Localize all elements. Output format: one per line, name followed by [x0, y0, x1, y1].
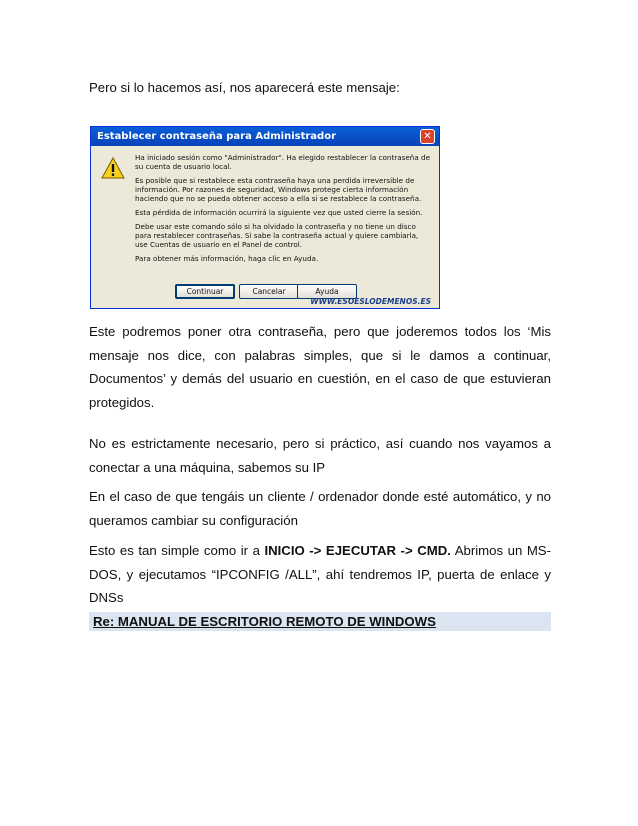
dialog-titlebar: [91, 127, 439, 146]
dialog-line: Es posible que si restablece esta contraseña haya una perdida irreversible de información. Por razones de seguridad, Windows protege cierta información haciendo que no se pueda obtener acceso a ella si se restablece la contraseña.: [135, 176, 422, 203]
dialog-title: Establecer contraseña para Administrador: [97, 131, 336, 142]
paragraph-password-loss: Este podremos poner otra contraseña, pero que joderemos todos los ‘Mis mensaje nos dice, con palabras simples, que si le damos a continuar, Documentos’ y demás del usuario en cuestión, en el caso de que estuvieran protegidos.: [89, 324, 551, 410]
cancel-button: Cancelar: [239, 284, 299, 299]
watermark: WWW.ESOESLODEMENOS.ES: [310, 297, 431, 306]
text-after: Abrimos un MS-DOS, y ejecutamos “IPCONFIG /ALL”, ahí tendremos IP, puerta de enlace y DNSs: [89, 543, 551, 605]
dialog-line: Ha iniciado sesión como "Administrador". Ha elegido restablecer la contraseña de su cuenta de usuario local.: [135, 153, 431, 171]
text-before: Esto es tan simple como ir a: [89, 543, 265, 558]
continue-button: Continuar: [175, 284, 235, 299]
dialog-line: Para obtener más información, haga clic en Ayuda.: [135, 254, 319, 263]
close-icon: ✕: [420, 129, 435, 144]
password-dialog-screenshot: [90, 126, 440, 309]
paragraph-ip-note: No es estrictamente necesario, pero si práctico, así cuando nos vayamos a conectar a una máquina, sabemos su IP: [89, 436, 551, 475]
warning-icon: [101, 157, 125, 179]
command-path: INICIO -> EJECUTAR -> CMD.: [264, 543, 451, 558]
paragraph-ipconfig: [89, 539, 551, 610]
paragraph-client-config: En el caso de que tengáis un cliente / ordenador donde esté automático, y no queramos cambiar su configuración: [89, 489, 551, 528]
section-header-link[interactable]: Re: MANUAL DE ESCRITORIO REMOTO DE WINDOWS: [89, 612, 551, 631]
dialog-line: Debe usar este comando sólo si ha olvidado la contraseña y no tiene un disco para restablecer contraseñas. Si sabe la contraseña actual y quiere cambiarla, use Cuentas de usuario en el Panel de control.: [135, 222, 419, 249]
help-button: Ayuda: [297, 284, 357, 299]
dialog-message: [135, 153, 433, 268]
intro-text: Pero si lo hacemos así, nos aparecerá este mensaje:: [89, 80, 400, 95]
dialog-line: Esta pérdida de información ocurrirá la siguiente vez que usted cierre la sesión.: [135, 208, 423, 217]
